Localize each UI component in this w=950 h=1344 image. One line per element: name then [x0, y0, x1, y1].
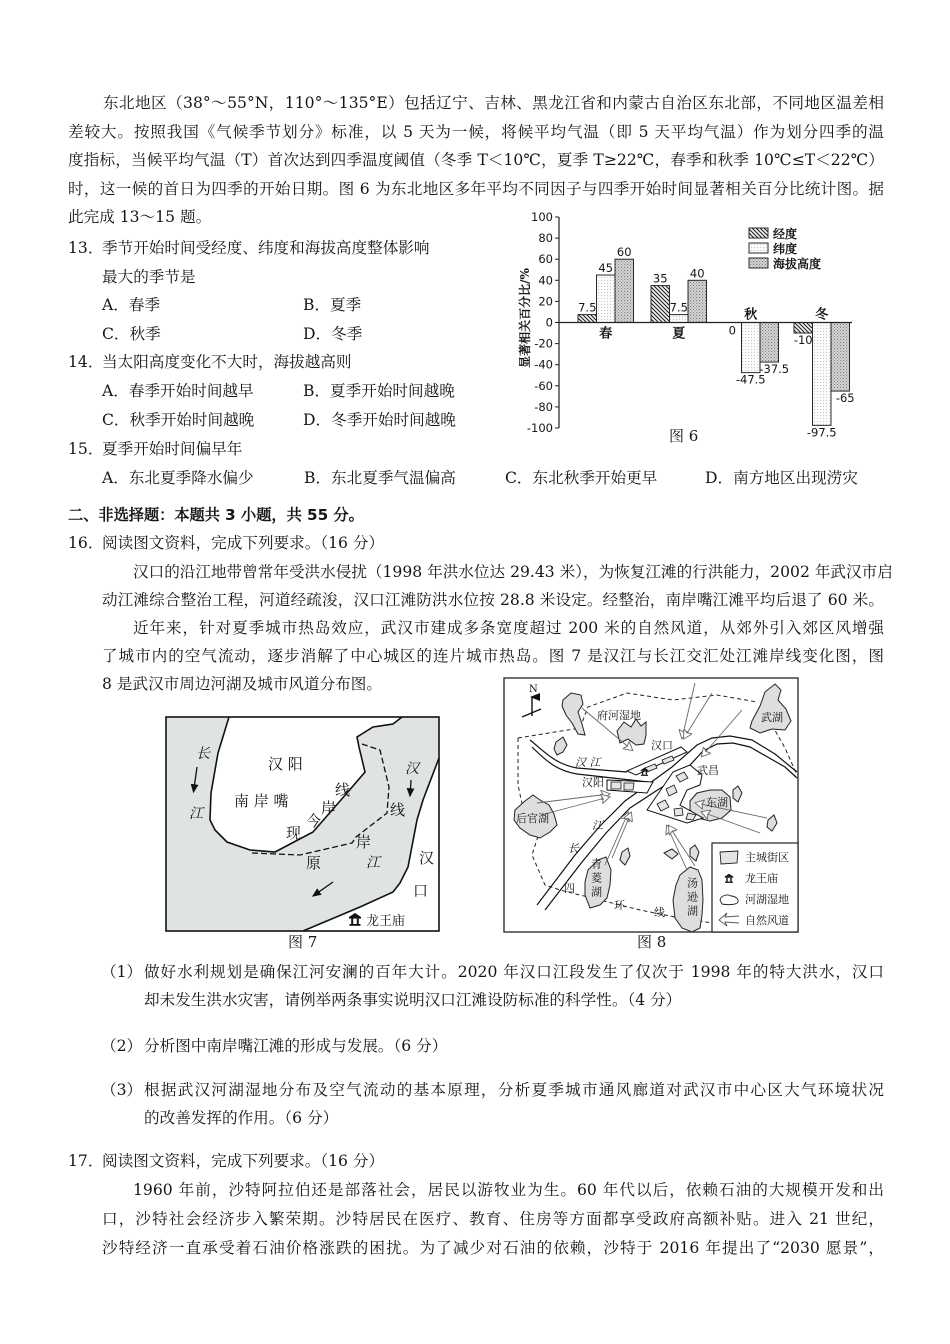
figure-6-caption: 图 6	[669, 427, 699, 445]
question-17-number: 17．	[68, 1152, 104, 1170]
label-hanyang: 汉 阳	[268, 755, 303, 773]
bar-value-label: 7.5	[669, 300, 688, 315]
question-16-stem: 阅读图文资料，完成下列要求。（16 分）	[102, 534, 385, 552]
question-13-option-d[interactable]: D．冬季	[303, 325, 363, 343]
bar-value-label: -10	[793, 333, 813, 348]
question-14-stem: 当太阳高度变化不大时，海拔越高则	[102, 353, 352, 371]
label-yangtze-jiang: 江	[592, 819, 603, 832]
legend-wind-corridor: 自然风道	[745, 914, 789, 927]
bar-value-label: -47.5	[735, 372, 766, 387]
sub-question-1-label: （1）	[101, 963, 143, 981]
bar-value-label: 40	[689, 266, 705, 281]
label-ring-xian: 线	[654, 906, 665, 919]
question-13-number: 13．	[68, 239, 104, 257]
question-17-paragraph-line: 1960 年前，沙特阿拉伯还是部落社会，居民以游牧业为生。60 年代以后，依赖石油的大规模开发和出	[133, 1181, 884, 1199]
figure-7-shoreline-map	[160, 710, 450, 935]
bar-dense-dots	[831, 323, 850, 392]
label-ring-huan: 环	[614, 899, 625, 912]
question-13-option-b[interactable]: B．夏季	[303, 296, 362, 314]
label-wuhu: 武湖	[761, 711, 783, 724]
bar-value-label: -97.5	[806, 425, 837, 440]
legend-label: 纬度	[773, 242, 798, 256]
label-hankou-1: 汉	[419, 849, 435, 867]
label-houguanhu: 后官湖	[516, 812, 549, 825]
label-hanyang: 汉阳	[582, 776, 604, 789]
bar-dense-dots	[615, 259, 634, 322]
legend-swatch-hatch	[749, 228, 768, 238]
label-tangxunhu: 汤逊湖	[685, 877, 699, 919]
question-13-option-c[interactable]: C．秋季	[102, 325, 161, 343]
bar-dense-dots	[760, 323, 779, 363]
label-present-shore-2: 今	[306, 812, 322, 830]
sub-question-3-line: 的改善发挥的作用。（6 分）	[144, 1109, 339, 1127]
label-nananzui: 南 岸 嘴	[234, 792, 289, 810]
category-label: 冬	[815, 307, 829, 323]
question-15-stem: 夏季开始时间偏早年	[102, 440, 243, 458]
sub-question-1-line: 却未发生洪水灾害，请例举两条事实说明汉口江滩设防标准的科学性。（4 分）	[144, 991, 682, 1009]
sub-question-3-line: 根据武汉河湖湿地分布及空气流动的基本原理，分析夏季城市通风廊道对武汉市中心区大气环境状况	[144, 1081, 884, 1099]
label-qinglinghu: 青菱湖	[589, 858, 603, 900]
question-15-number: 15．	[68, 440, 104, 458]
legend-label: 经度	[773, 227, 798, 241]
label-ring-si: 四	[564, 882, 575, 895]
y-tick-label: 100	[531, 210, 553, 224]
figure-6-bar-chart	[505, 205, 880, 450]
figure-8-legend	[712, 843, 798, 932]
label-hankou: 汉口	[651, 739, 673, 752]
question-14-option-c[interactable]: C．秋季开始时间越晚	[102, 411, 255, 429]
bar-light-dots	[813, 323, 832, 426]
label-chang: 长	[196, 746, 210, 762]
question-14-option-b[interactable]: B．夏季开始时间越晚	[303, 382, 455, 400]
legend-label: 海拔高度	[773, 257, 822, 271]
intro-line: 东北地区（38°～55°N，110°～135°E）包括辽宁、吉林、黑龙江省和内蒙古自治区东北部，不同地区温差相	[103, 94, 884, 112]
question-16-paragraph-line: 近年来，针对夏季城市热岛效应，武汉市建成多条宽度超过 200 米的自然风道，从郊外引入郊区风增强	[133, 619, 884, 637]
question-15-option-c[interactable]: C．东北秋季开始更早	[505, 469, 658, 487]
intro-line: 时，这一候的首日为四季的开始日期。图 6 为东北地区多年平均不同因子与四季开始时间显著相关百分比统计图。据	[68, 180, 884, 198]
question-16-paragraph-line: 8 是武汉市周边河湖及城市风道分布图。	[102, 675, 382, 693]
intro-line: 度指标，当候平均气温（T）首次达到四季温度阈值（冬季 T＜10℃，夏季 T≥22℃，春季和秋季 10℃≤T＜22℃）	[68, 151, 884, 169]
question-15-option-b[interactable]: B．东北夏季气温偏高	[304, 469, 456, 487]
label-fuhe-wetland: 府河湿地	[597, 709, 641, 722]
legend-city-block: 主城街区	[745, 851, 789, 864]
y-tick-label: -80	[534, 399, 553, 414]
category-label: 夏	[672, 326, 686, 342]
bar-light-dots	[742, 323, 761, 373]
bar-hatch	[794, 323, 813, 334]
bar-value-label: -37.5	[759, 362, 790, 377]
label-north: N	[529, 684, 538, 695]
bar-value-label: 60	[616, 245, 632, 260]
intro-line: 此完成 13～15 题。	[68, 208, 212, 226]
bar-hatch	[651, 286, 670, 323]
y-tick-label: -40	[534, 357, 553, 372]
label-original-shore-2: 岸	[356, 833, 372, 851]
label-hankou-2: 口	[413, 882, 429, 900]
y-tick-label: -100	[526, 421, 553, 435]
y-tick-label: 0	[545, 315, 553, 330]
question-16-paragraph-line: 动江滩综合整治工程，河道经疏浚，汉口江滩防洪水位按 28.8 米设定。经整治，南岸嘴江滩平均后退了 60 米。	[102, 591, 884, 609]
y-tick-label: 60	[538, 252, 553, 267]
question-13-option-a[interactable]: A．春季	[102, 296, 161, 314]
y-axis-title: 显著相关百分比/%	[518, 268, 532, 368]
y-tick-label: -20	[534, 336, 553, 351]
section-2-heading: 二、非选择题：本题共 3 小题，共 55 分。	[68, 506, 364, 524]
label-han-river: 汉	[405, 761, 419, 777]
label-wuchang: 武昌	[697, 764, 719, 777]
bar-light-dots	[670, 315, 689, 323]
label-present-shore-3: 岸	[321, 799, 337, 817]
question-16-paragraph-line: 了城市内的空气流动，逐步消解了中心城区的连片城市热岛。图 7 是汉江与长江交汇处江滩岸线变化图，图	[102, 647, 884, 665]
question-16-paragraph-line: 汉口的沿江地带曾常年受洪水侵扰（1998 年洪水位达 29.43 米），为恢复江滩的行洪能力，2002 年武汉市启	[133, 563, 893, 581]
category-label: 秋	[744, 307, 758, 323]
bar-value-label: 7.5	[578, 300, 597, 315]
sub-question-2-line: 分析图中南岸嘴江滩的形成与发展。（6 分）	[144, 1037, 448, 1055]
bar-value-label: 45	[598, 261, 614, 276]
question-14-option-a[interactable]: A．春季开始时间越早	[102, 382, 254, 400]
label-original-shore-3: 线	[390, 801, 406, 819]
bar-dense-dots	[688, 280, 707, 322]
question-13-stem: 最大的季节是	[102, 268, 196, 286]
intro-line: 差较大。按照我国《气候季节划分》标准，以 5 天为一候，将候平均气温（即 5 天平均气温）作为划分四季的温	[68, 123, 884, 141]
legend-wetland: 河湖湿地	[745, 893, 789, 906]
y-tick-label: -60	[534, 378, 553, 393]
question-17-paragraph-line: 沙特经济一直承受着石油价格涨跌的困扰。为了减少对石油的依赖，沙特于 2016 年提出了“2030 愿景”，	[102, 1239, 884, 1257]
label-han-river: 汉 江	[575, 756, 601, 769]
question-17-paragraph-line: 口，沙特社会经济步入繁荣期。沙特居民在医疗、教育、住房等方面都享受政府高额补贴。进入 21 世纪，	[102, 1210, 884, 1228]
sub-question-2-label: （2）	[101, 1037, 143, 1055]
legend-swatch-dense-dots	[749, 258, 768, 268]
label-present-shore-1: 现	[286, 824, 302, 842]
question-14-option-d[interactable]: D．冬季开始时间越晚	[303, 411, 456, 429]
legend-city-block-icon	[720, 851, 738, 864]
label-original-shore-1: 原	[306, 854, 322, 872]
bar-light-dots	[597, 275, 616, 322]
question-16-number: 16．	[68, 534, 104, 552]
figure-8-caption: 图 8	[637, 933, 667, 951]
legend-swatch-light-dots	[749, 243, 768, 253]
label-han-river-2: 江	[366, 855, 380, 871]
question-15-option-a[interactable]: A．东北夏季降水偏少	[102, 469, 254, 487]
label-yangtze-chang: 长	[568, 842, 579, 855]
y-tick-label: 20	[538, 294, 553, 309]
label-donghu: 东湖	[706, 796, 728, 809]
figure-8-wind-corridor-map	[500, 675, 805, 937]
bar-value-label: -65	[835, 391, 855, 406]
category-label: 春	[599, 326, 613, 342]
sub-question-3-label: （3）	[101, 1081, 143, 1099]
label-present-shore-4: 线	[335, 781, 351, 799]
question-17-stem: 阅读图文资料，完成下列要求。（16 分）	[102, 1152, 385, 1170]
figure-7-caption: 图 7	[288, 933, 318, 951]
y-tick-label: 80	[538, 231, 553, 246]
question-13-stem: 季节开始时间受经度、纬度和海拔高度整体影响	[102, 239, 430, 257]
sub-question-1-line: 做好水利规划是确保江河安澜的百年大计。2020 年汉口江段发生了仅次于 1998 年的特大洪水，汉口	[144, 963, 884, 981]
label-jiang: 江	[189, 806, 203, 822]
y-tick-label: 40	[538, 273, 553, 288]
bar-value-label: 35	[652, 271, 668, 286]
legend-temple: 龙王庙	[745, 872, 778, 885]
question-14-number: 14．	[68, 353, 104, 371]
label-longwang-temple: 龙王庙	[366, 914, 406, 929]
question-15-option-d[interactable]: D．南方地区出现涝灾	[705, 469, 858, 487]
bar-hatch	[578, 315, 597, 323]
bar-value-label: 0	[728, 323, 736, 338]
